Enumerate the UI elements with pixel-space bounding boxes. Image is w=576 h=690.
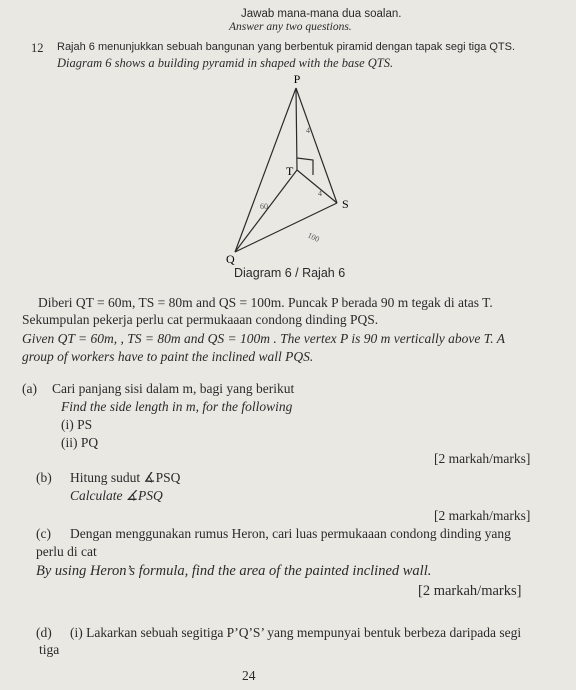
part-b-label: (b) (36, 470, 52, 485)
part-b-marks: [2 markah/marks] (434, 508, 531, 523)
part-d-malay-line1: (i) Lakarkan sebuah segitiga P’Q’S’ yang mempunyai bentuk berbeza daripada segi (70, 625, 522, 640)
part-a-english: Find the side length in m, for the following (61, 399, 293, 414)
vertex-label-p: P (293, 72, 301, 86)
handwritten-mark-ts: 4 (318, 189, 322, 198)
part-b-malay: Hitung sudut ∡PSQ (70, 470, 181, 485)
handwritten-mark-qt: 60 (260, 202, 268, 211)
part-c-label: (c) (36, 526, 51, 541)
instruction-malay: Jawab mana-mana dua soalan. (241, 8, 402, 20)
part-c-malay-line1: Dengan menggunakan rumus Heron, cari luas permukaaan condong dinding yang (70, 526, 511, 541)
part-a-item2: (ii) PQ (61, 435, 99, 450)
handwritten-mark-pt: 4 (306, 126, 310, 135)
vertex-label-q: Q (226, 252, 235, 266)
page-number: 24 (242, 668, 256, 683)
part-a-malay: Cari panjang sisi dalam m, bagi yang berikut (52, 381, 295, 396)
question-stem-english: Diagram 6 shows a building pyramid in shaped with the base QTS. (57, 56, 394, 70)
part-a-marks: [2 markah/marks] (434, 451, 531, 466)
question-number: 12 (31, 41, 44, 55)
edge-qt (235, 170, 297, 252)
vertex-label-t: T (286, 164, 294, 178)
part-c-english: By using Heron’s formula, find the area of the painted inclined wall. (36, 563, 432, 579)
part-c-malay-line2: perlu di cat (36, 544, 97, 559)
part-d-label: (d) (36, 625, 52, 640)
given-english-line1: Given QT = 60m, , TS = 80m and QS = 100m . The vertex P is 90 m vertically above T. A (22, 331, 506, 346)
part-c-marks: [2 markah/marks] (418, 583, 522, 599)
part-a-label: (a) (22, 381, 37, 396)
edge-pt (296, 88, 297, 170)
instruction-english: Answer any two questions. (229, 21, 352, 33)
part-b-english: Calculate ∡PSQ (70, 488, 163, 503)
question-stem-malay: Rajah 6 menunjukkan sebuah bangunan yang berbentuk piramid dengan tapak segi tiga QTS. (57, 41, 516, 53)
part-d-malay-line2: tiga (39, 642, 60, 657)
part-a-item1: (i) PS (61, 417, 93, 432)
diagram-caption: Diagram 6 / Rajah 6 (234, 266, 346, 280)
given-malay-line1: Diberi QT = 60m, TS = 80m and QS = 100m. Puncak P berada 90 m tegak di atas T. (38, 295, 493, 310)
vertex-label-s: S (342, 197, 349, 211)
given-malay-line2: Sekumpulan pekerja perlu cat permukaaan condong dinding PQS. (22, 312, 379, 327)
given-english-line2: group of workers have to paint the inclined wall PQS. (22, 349, 314, 364)
handwritten-mark-qs: 100 (306, 230, 321, 244)
